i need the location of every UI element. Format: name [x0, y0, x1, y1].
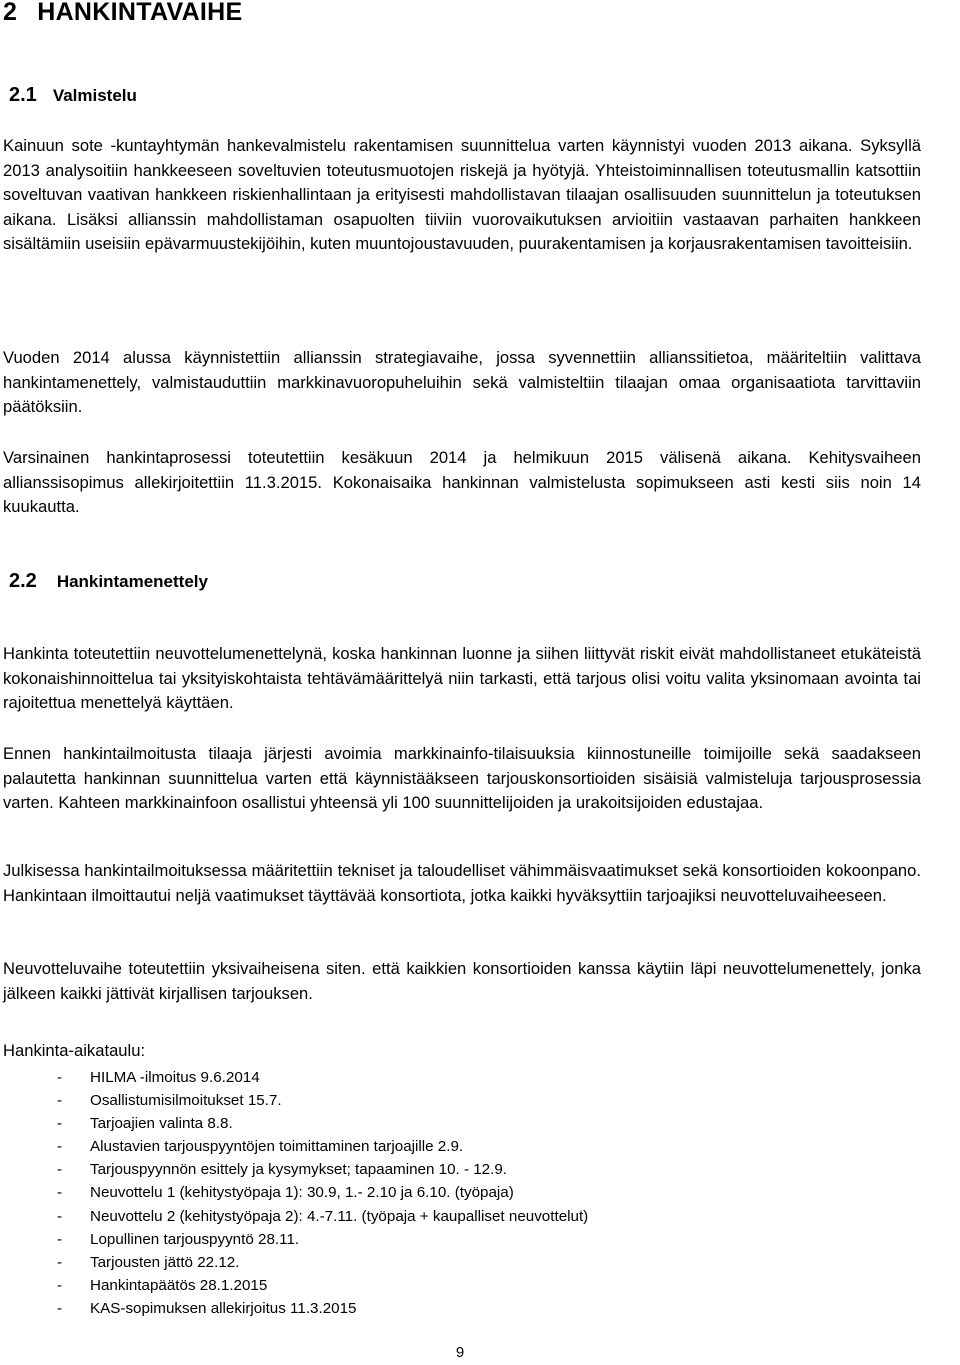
- schedule-item: [57, 1205, 588, 1228]
- bullet-dash: -: [57, 1207, 63, 1225]
- bullet-dash: -: [57, 1184, 63, 1202]
- schedule-item-text: KAS-sopimuksen allekirjoitus 11.3.2015: [90, 1299, 357, 1317]
- chapter-title: HANKINTAVAIHE: [37, 0, 243, 26]
- schedule-item-text: Tarjouspyynnön esittely ja kysymykset; tapaaminen 10. - 12.9.: [90, 1161, 508, 1179]
- paragraph: Ennen hankintailmoitusta tilaaja järjesti avoimia markkinainfo-tilaisuuksia kiinnostuneille toimijoille sekä saadakseen palautetta hankinnan suunnittelua varten että käynnistääkseen tarjouskonsortioiden sisäisiä valmisteluja tarjousprosessia varten. Kahteen markkinainfoon osallistui yhteensä yli 100 suunnittelijoiden ja urakoitsijoiden edustajaa.: [3, 744, 921, 813]
- schedule-item-text: Tarjoajien valinta 8.8.: [90, 1115, 233, 1133]
- paragraph: Neuvotteluvaihe toteutettiin yksivaiheisena siten. että kaikkien konsortioiden kanssa käytiin läpi neuvottelumenettely, jonka jälkeen kaikki jättivät kirjallisen tarjouksen.: [3, 959, 921, 1003]
- schedule-item-text: Lopullinen tarjouspyyntö 28.11.: [90, 1230, 300, 1248]
- bullet-dash: -: [57, 1299, 63, 1317]
- bullet-dash: -: [57, 1230, 63, 1248]
- schedule-item: [57, 1112, 588, 1135]
- chapter-number: 2: [3, 0, 18, 26]
- paragraph: Kainuun sote -kuntayhtymän hankevalmistelu rakentamisen suunnittelua varten käynnistyi vuoden 2013 aikana. Syksyllä 2013 analysoitiin hankkeeseen soveltuvien toteutusmuotojen riskejä ja hyötyjä. Yhteistoiminnallisen toteutusmallin katsottiin soveltuvan vaativan hankkeen riskienhallintaan ja erityisesti mahdollistavan tilaajan osallisuuden suunnittelun ja toteutuksen aikana. Lisäksi allianssin mahdollistaman osapuolten tiiviin vuorovaikutuksen arvioitiin vastaavan parhaiten hankkeen sisältämiin useisiin epävarmuustekijöihin, kuten muuntojoustavuuden, puurakentamisen ja korjausrakentamisen tavoitteisiin.: [3, 136, 921, 254]
- bullet-dash: -: [57, 1138, 63, 1156]
- schedule-label: Hankinta-aikataulu:: [3, 1041, 146, 1060]
- section-heading-hankintamenettely: [9, 566, 208, 594]
- paragraph: Julkisessa hankintailmoituksessa määritettiin tekniset ja taloudelliset vähimmäisvaatimukset sekä konsortioiden kokoonpano. Hankintaan ilmoittautui neljä vaatimukset täyttävää konsortiota, jotka kaikki hyväksyttiin tarjoajiksi neuvotteluvaiheeseen.: [3, 861, 921, 905]
- schedule-list: [57, 1066, 588, 1320]
- bullet-dash: -: [57, 1115, 63, 1133]
- bullet-dash: -: [57, 1276, 63, 1294]
- schedule-item: [57, 1274, 588, 1297]
- section-title: Hankintamenettely: [56, 572, 208, 591]
- schedule-item-text: HILMA -ilmoitus 9.6.2014: [90, 1069, 260, 1086]
- paragraph: Vuoden 2014 alussa käynnistettiin allianssin strategiavaihe, jossa syvennettiin allianssitietoa, määriteltiin valittava hankintamenettely, valmistauduttiin markkinavuoropuheluihin sekä valmisteltiin tilaajan omaa organisaatiota tarvittaviin päätöksiin.: [3, 348, 921, 417]
- schedule-item: [57, 1228, 588, 1251]
- schedule-item-text: Alustavien tarjouspyyntöjen toimittaminen tarjoajille 2.9.: [90, 1138, 464, 1156]
- paragraph: Hankinta toteutettiin neuvottelumenettelynä, koska hankinnan luonne ja siihen liittyvät riskit eivät mahdollistaneet etukäteistä kokonaishinnoittelua tai yksityiskohtaista tehtävämäärittelyä niin tarkasti, että tarjous olisi voitu valita yksinomaan avointa tai rajoitettua menettelyä käyttäen.: [3, 644, 921, 713]
- section-title: Valmistelu: [52, 86, 137, 105]
- section-number: 2.2: [9, 570, 37, 592]
- bullet-dash: -: [57, 1069, 63, 1086]
- schedule-item-text: Osallistumisilmoitukset 15.7.: [90, 1092, 282, 1110]
- schedule-item: [57, 1089, 588, 1112]
- schedule-item: [57, 1297, 588, 1320]
- bullet-dash: -: [57, 1092, 63, 1110]
- schedule-item: [57, 1135, 588, 1158]
- section-heading-valmistelu: [9, 80, 137, 108]
- schedule-item: [57, 1181, 588, 1204]
- schedule-item-text: Hankintapäätös 28.1.2015: [90, 1276, 268, 1294]
- schedule-item: [57, 1066, 588, 1089]
- section-number: 2.1: [9, 84, 37, 106]
- schedule-item-text: Tarjousten jättö 22.12.: [90, 1253, 240, 1271]
- chapter-heading: [3, 0, 243, 27]
- schedule-item: [57, 1251, 588, 1274]
- schedule-item-text: Neuvottelu 2 (kehitystyöpaja 2): 4.-7.11. (työpaja + kaupalliset neuvottelut): [90, 1207, 589, 1225]
- schedule-item: [57, 1158, 588, 1181]
- page-number: 9: [455, 1344, 465, 1361]
- bullet-dash: -: [57, 1161, 63, 1179]
- paragraph: Varsinainen hankintaprosessi toteutettiin kesäkuun 2014 ja helmikuun 2015 välisenä aikana. Kehitysvaiheen allianssisopimus allekirjoitettiin 11.3.2015. Kokonaisaika hankinnan valmistelusta sopimukseen asti kesti siis noin 14 kuukautta.: [3, 448, 921, 517]
- bullet-dash: -: [57, 1253, 63, 1271]
- schedule-item-text: Neuvottelu 1 (kehitystyöpaja 1): 30.9, 1.- 2.10 ja 6.10. (työpaja): [90, 1184, 514, 1202]
